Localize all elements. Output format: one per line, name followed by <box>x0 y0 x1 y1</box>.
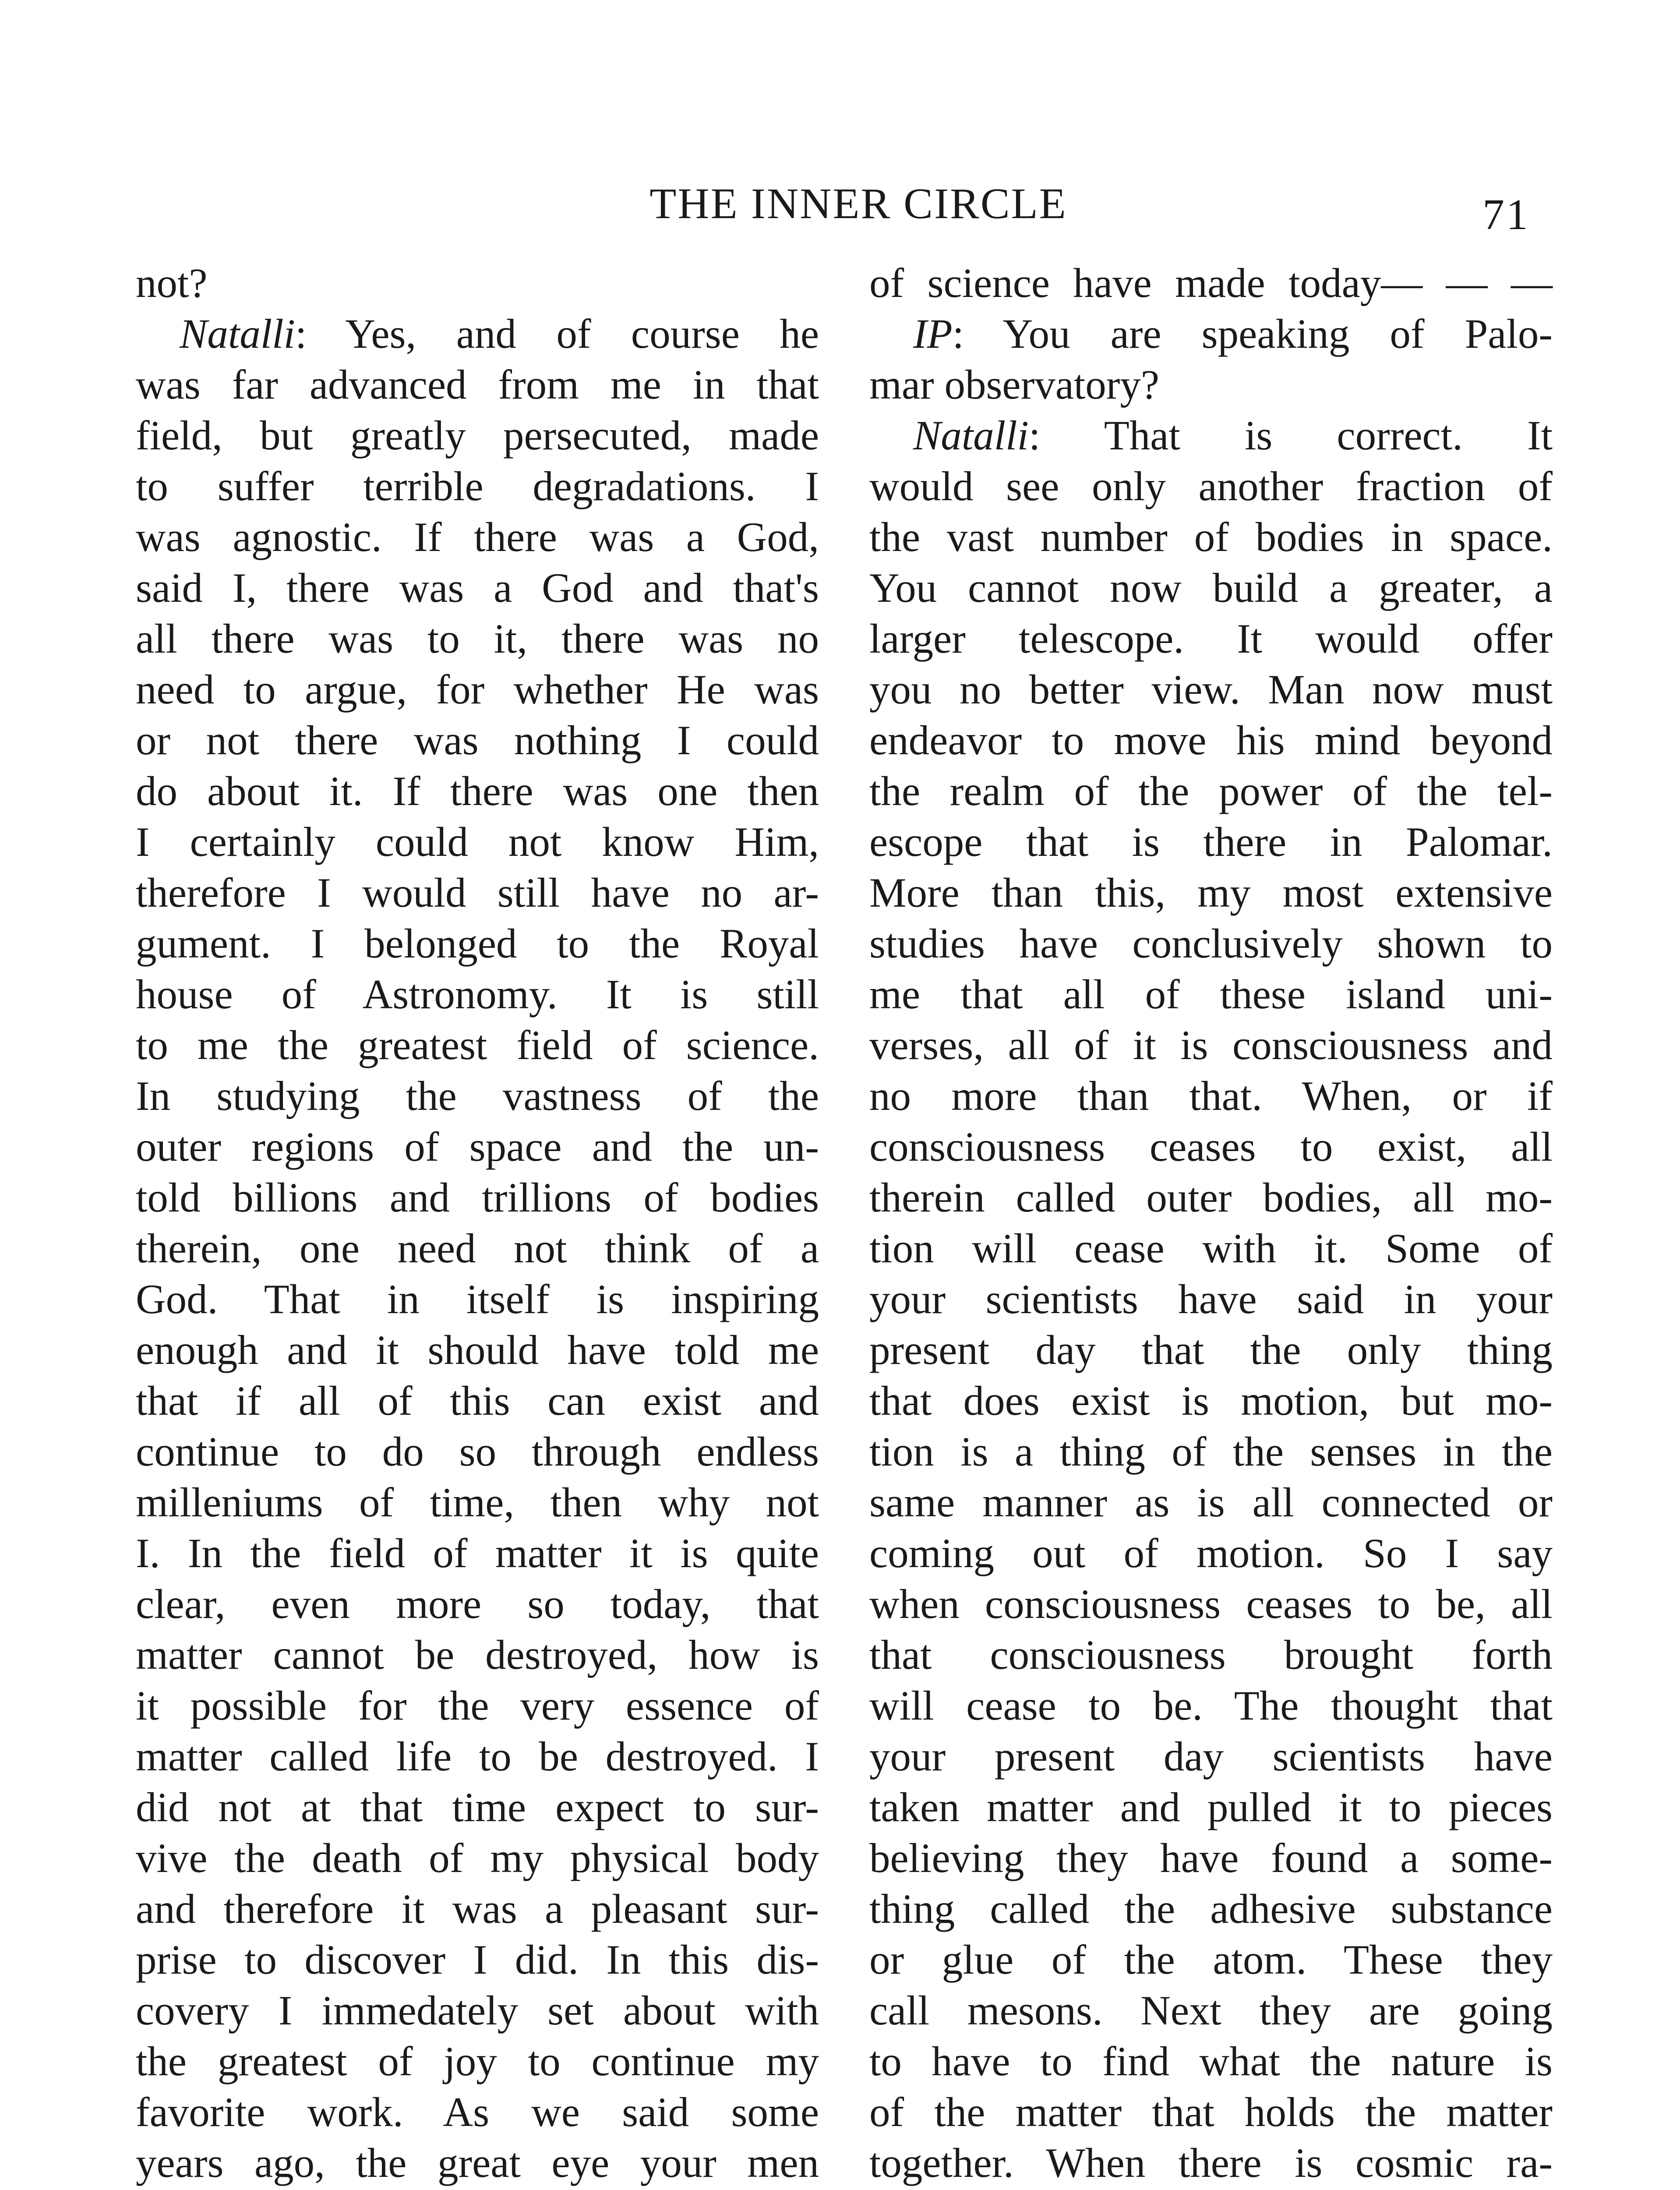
text-line: told billions and trillions of bodies <box>136 1174 819 1221</box>
text-line: You cannot now build a greater, a <box>869 565 1553 611</box>
text-line: I certainly could not know Him, <box>136 819 819 865</box>
text-line: endeavor to move his mind beyond <box>869 717 1553 763</box>
dialogue-text: : Yes, and of course he <box>295 311 819 357</box>
dialogue-text: : That is correct. It <box>1028 412 1553 459</box>
text-line: larger telescope. It would offer <box>869 615 1553 662</box>
text-line: matter called life to be destroyed. I <box>136 1733 819 1780</box>
text-line: not? <box>136 260 208 306</box>
text-line: to suffer terrible degradations. I <box>136 463 819 509</box>
text-line: mar observatory? <box>869 361 1160 408</box>
text-line: gument. I belonged to the Royal <box>136 920 819 967</box>
text-line: favorite work. As we said some <box>136 2089 819 2135</box>
text-line: it possible for the very essence of <box>136 1682 819 1729</box>
text-line: years ago, the great eye your men <box>136 2140 819 2186</box>
text-line: covery I immedately set about with <box>136 1987 819 2034</box>
text-line: therefore I would still have no ar- <box>136 869 819 916</box>
text-line: call mesons. Next they are going <box>869 1987 1553 2034</box>
text-line: milleniums of time, then why not <box>136 1479 819 1526</box>
text-line: that does exist is motion, but mo- <box>869 1378 1553 1424</box>
text-line: me that all of these island uni- <box>869 971 1553 1017</box>
text-line: therein called outer bodies, all mo- <box>869 1174 1553 1221</box>
text-line: I. In the field of matter it is quite <box>136 1530 819 1576</box>
speaker-name: Natalli <box>913 412 1029 459</box>
text-line: thing called the adhesive substance <box>869 1886 1553 1932</box>
text-line: believing they have found a some- <box>869 1835 1553 1881</box>
text-line: present day that the only thing <box>869 1327 1553 1373</box>
text-line: your scientists have said in your <box>869 1276 1553 1322</box>
right-text-column <box>869 258 1553 2188</box>
text-line: More than this, my most extensive <box>869 869 1553 916</box>
text-line: the realm of the power of the tel- <box>869 768 1553 814</box>
text-line: when consciousness ceases to be, all <box>869 1581 1553 1627</box>
text-line: clear, even more so today, that <box>136 1581 819 1627</box>
text-line: no more than that. When, or if <box>869 1073 1553 1119</box>
text-line: God. That in itself is inspiring <box>136 1276 819 1322</box>
dialogue-line-ip <box>869 308 1553 359</box>
text-line: prise to discover I did. In this dis- <box>136 1936 819 1983</box>
text-line: all there was to it, there was no <box>136 615 819 662</box>
text-line: would see only another fraction of <box>869 463 1553 509</box>
text-line: said I, there was a God and that's <box>136 565 819 611</box>
text-line: to me the greatest field of science. <box>136 1022 819 1068</box>
text-line: vive the death of my physical body <box>136 1835 819 1881</box>
text-line: your present day scientists have <box>869 1733 1553 1780</box>
text-line: was agnostic. If there was a God, <box>136 514 819 560</box>
text-line: and therefore it was a pleasant sur- <box>136 1886 819 1932</box>
text-line: that consciousness brought forth <box>869 1632 1553 1678</box>
page-number: 71 <box>1482 190 1530 239</box>
text-line: outer regions of space and the un- <box>136 1123 819 1170</box>
text-line: verses, all of it is consciousness and <box>869 1022 1553 1068</box>
text-line: of the matter that holds the matter <box>869 2089 1553 2135</box>
text-line: together. When there is cosmic ra- <box>869 2140 1553 2186</box>
text-line: field, but greatly persecuted, made <box>136 412 819 459</box>
text-line: house of Astronomy. It is still <box>136 971 819 1017</box>
text-line: need to argue, for whether He was <box>136 666 819 713</box>
dialogue-line-natalli <box>869 410 1553 461</box>
text-line: or glue of the atom. These they <box>869 1936 1553 1983</box>
text-line: matter cannot be destroyed, how is <box>136 1632 819 1678</box>
text-line: will cease to be. The thought that <box>869 1682 1553 1729</box>
text-line: tion will cease with it. Some of <box>869 1225 1553 1272</box>
text-line: therein, one need not think of a <box>136 1225 819 1272</box>
text-line: do about it. If there was one then <box>136 768 819 814</box>
running-head-title: THE INNER CIRCLE <box>649 179 1067 228</box>
text-line: was far advanced from me in that <box>136 361 819 408</box>
text-line: tion is a thing of the senses in the <box>869 1428 1553 1475</box>
text-line: In studying the vastness of the <box>136 1073 819 1119</box>
text-line: consciousness ceases to exist, all <box>869 1123 1553 1170</box>
speaker-name: Natalli <box>180 311 295 357</box>
text-line: the greatest of joy to continue my <box>136 2038 819 2084</box>
text-line: coming out of motion. So I say <box>869 1530 1553 1576</box>
text-line: enough and it should have told me <box>136 1327 819 1373</box>
speaker-name: IP <box>913 311 953 357</box>
text-line: escope that is there in Palomar. <box>869 819 1553 865</box>
dialogue-text: : You are speaking of Palo- <box>952 311 1553 357</box>
text-line: or not there was nothing I could <box>136 717 819 763</box>
text-line: you no better view. Man now must <box>869 666 1553 713</box>
text-line: that if all of this can exist and <box>136 1378 819 1424</box>
text-line: taken matter and pulled it to pieces <box>869 1784 1553 1830</box>
text-line: did not at that time expect to sur- <box>136 1784 819 1830</box>
text-line: same manner as is all connected or <box>869 1479 1553 1526</box>
text-line: studies have conclusively shown to <box>869 920 1553 967</box>
text-line: to have to find what the nature is <box>869 2038 1553 2084</box>
text-line: of science have made today— — — <box>869 260 1553 306</box>
left-text-column <box>136 258 819 2188</box>
text-line: the vast number of bodies in space. <box>869 514 1553 560</box>
dialogue-line-natalli <box>136 308 819 359</box>
text-line: continue to do so through endless <box>136 1428 819 1475</box>
